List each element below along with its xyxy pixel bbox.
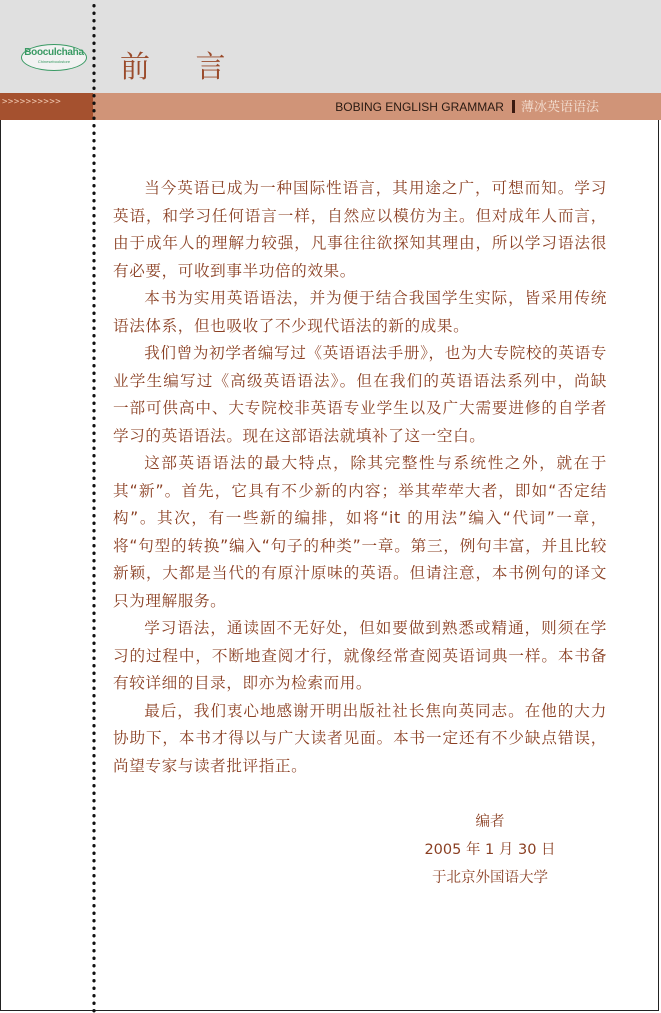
binding-dots-decoration	[92, 0, 96, 1013]
logo-name: Booculchaha	[24, 47, 84, 58]
paragraph: 这部英语语法的最大特点，除其完整性与系统性之外，就在于其“新”。首先，它具有不少新的内容；举其荦荦大者，即如“否定结构”。其次，有一些新的编排，如将“it 的用法”编入“代词”一章，将“句型的转换”编入“句子的种类”一章。第三，例句丰富，并且比较新颖，大都是当代的有原汁原味的英语。但请注意，本书例句的译文只为理解服务。	[113, 454, 607, 610]
series-title	[335, 99, 599, 116]
series-title-cn: 薄冰英语语法	[520, 100, 599, 115]
paragraph: 当今英语已成为一种国际性语言，其用途之广，可想而知。学习英语，和学习任何语言一样，自然应以模仿为主。但对成年人而言，由于成年人的理解力较强，凡事往往欲探知其理由，所以学习语法很有必要，可收到事半功倍的效果。	[113, 179, 607, 280]
signature-author: 编者	[475, 814, 505, 830]
signature-date: 2005 年 1 月 30 日	[424, 842, 556, 858]
signature-place: 于北京外国语大学	[432, 870, 548, 886]
publisher-logo	[21, 44, 87, 71]
arrows-decoration-icon: >>>>>>>>>>	[2, 97, 62, 107]
series-divider	[512, 100, 515, 113]
logo-subtitle: Chinesebookstore	[37, 59, 71, 64]
paragraph: 我们曾为初学者编写过《英语语法手册》，也为大专院校的英语专业学生编写过《高级英语语法》。但在我们的英语语法系列中，尚缺一部可供高中、大专院校非英语专业学生以及广大需要进修的自学者学习的英语语法。现在这部语法就填补了这一空白。	[113, 344, 607, 445]
page-header	[0, 0, 661, 93]
series-title-en: BOBING ENGLISH GRAMMAR	[335, 100, 504, 114]
paragraph: 学习语法，通读固不无好处，但如要做到熟悉或精通，则须在学习的过程中，不断地查阅才行，就像经常查阅英语词典一样。本书备有较详细的目录，即亦为检索而用。	[113, 619, 607, 692]
paragraph: 最后，我们衷心地感谢开明出版社社长焦向英同志。在他的大力协助下，本书才得以与广大读者见面。本书一定还有不少缺点错误，尚望专家与读者批评指正。	[113, 701, 607, 775]
preface-body	[113, 175, 607, 780]
signature-block	[380, 808, 600, 892]
paragraph: 本书为实用英语语法，并为便于结合我国学生实际，皆采用传统语法体系，但也吸收了不少现代语法的新的成果。	[113, 289, 607, 335]
page-title: 前 言	[120, 50, 244, 85]
